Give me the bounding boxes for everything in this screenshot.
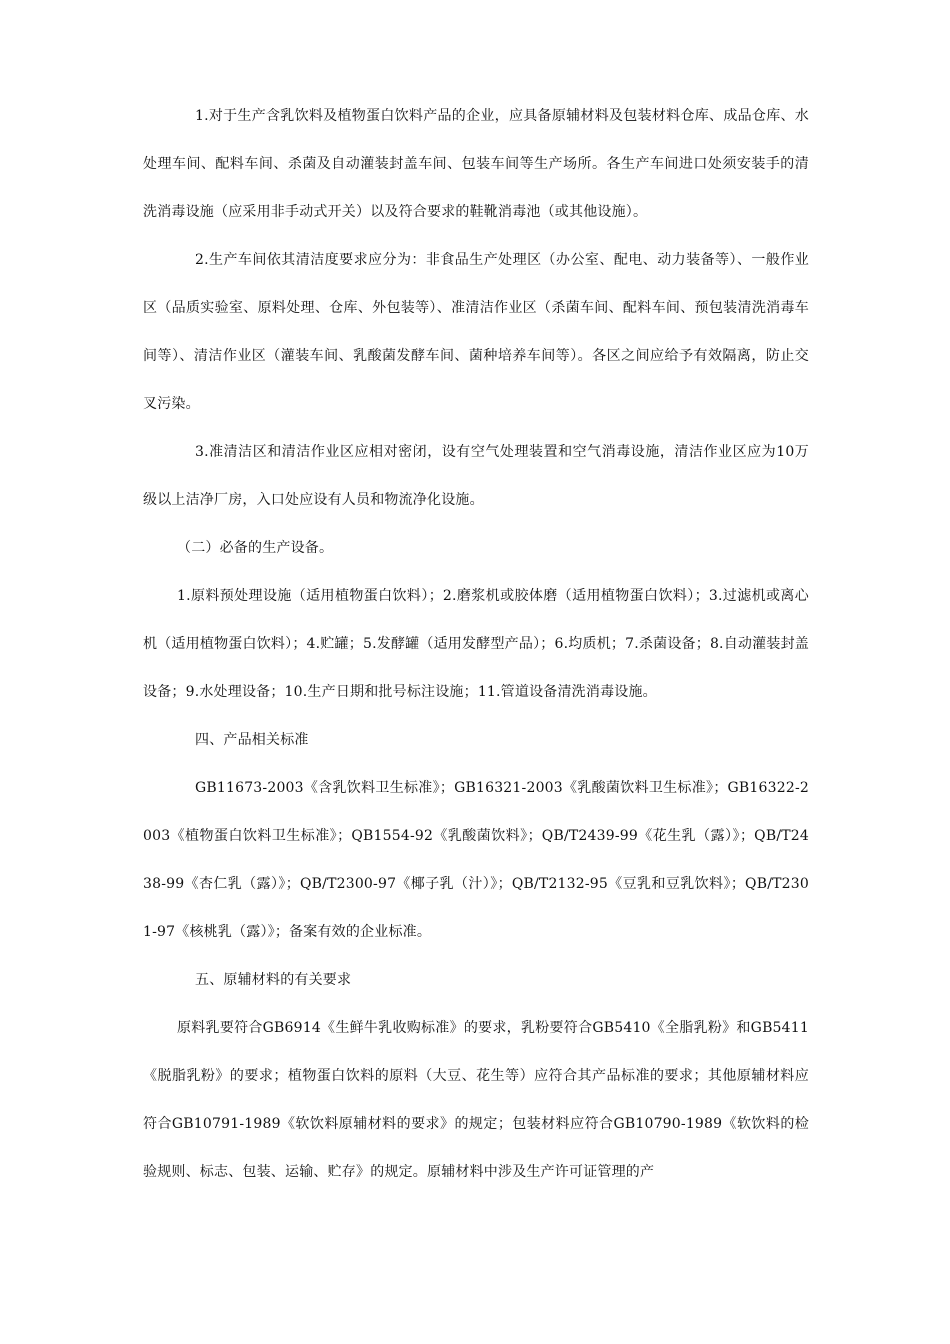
document-body bbox=[143, 92, 809, 1196]
paragraph-materials-requirements: 原料乳要符合GB6914《生鲜牛乳收购标准》的要求，乳粉要符合GB5410《全脂乳粉》和GB5411《脱脂乳粉》的要求；植物蛋白饮料的原料（大豆、花生等）应符合其产品标准的要求；其他原辅材料应符合GB10791-1989《软饮料原辅材料的要求》的规定；包装材料应符合GB10790-1989《软饮料的检验规则、标志、包装、运输、贮存》的规定。原辅材料中涉及生产许可证管理的产 bbox=[143, 1020, 809, 1180]
paragraph-cleanliness-zones: 2.生产车间依其清洁度要求应分为：非食品生产处理区（办公室、配电、动力装备等）、一般作业区（品质实验室、原料处理、仓库、外包装等）、准清洁作业区（杀菌车间、配料车间、预包装清洗消毒车间等）、清洁作业区（灌装车间、乳酸菌发酵车间、菌种培养车间等）。各区之间应给予有效隔离，防止交叉污染。 bbox=[143, 252, 809, 412]
section-heading-standards: 四、产品相关标准 bbox=[195, 732, 309, 748]
paragraph-equipment-list: 1.原料预处理设施（适用植物蛋白饮料）；2.磨浆机或胶体磨（适用植物蛋白饮料）；3.过滤机或离心机（适用植物蛋白饮料）；4.贮罐；5.发酵罐（适用发酵型产品）；6.均质机；7.杀菌设备；8.自动灌装封盖设备；9.水处理设备；10.生产日期和批号标注设施；11.管道设备清洗消毒设施。 bbox=[143, 588, 809, 700]
paragraph-clean-room: 3.准清洁区和清洁作业区应相对密闭，设有空气处理装置和空气消毒设施，清洁作业区应为10万级以上洁净厂房，入口处应设有人员和物流净化设施。 bbox=[143, 444, 809, 508]
paragraph-workshop-facilities: 1.对于生产含乳饮料及植物蛋白饮料产品的企业，应具备原辅材料及包装材料仓库、成品仓库、水处理车间、配料车间、杀菌及自动灌装封盖车间、包装车间等生产场所。各生产车间进口处须安装手的清洗消毒设施（应采用非手动式开关）以及符合要求的鞋靴消毒池（或其他设施）。 bbox=[143, 108, 809, 220]
paragraph-standards-list: GB11673-2003《含乳饮料卫生标准》；GB16321-2003《乳酸菌饮料卫生标准》；GB16322-2003《植物蛋白饮料卫生标准》；QB1554-92《乳酸菌饮料》；QB/T2439-99《花生乳（露）》；QB/T2438-99《杏仁乳（露）》；QB/T2300-97《椰子乳（汁）》；QB/T2132-95《豆乳和豆乳饮料》；QB/T2301-97《核桃乳（露）》；备案有效的企业标准。 bbox=[143, 780, 809, 940]
section-heading-equipment: （二）必备的生产设备。 bbox=[177, 540, 334, 556]
section-heading-materials: 五、原辅材料的有关要求 bbox=[195, 972, 352, 988]
